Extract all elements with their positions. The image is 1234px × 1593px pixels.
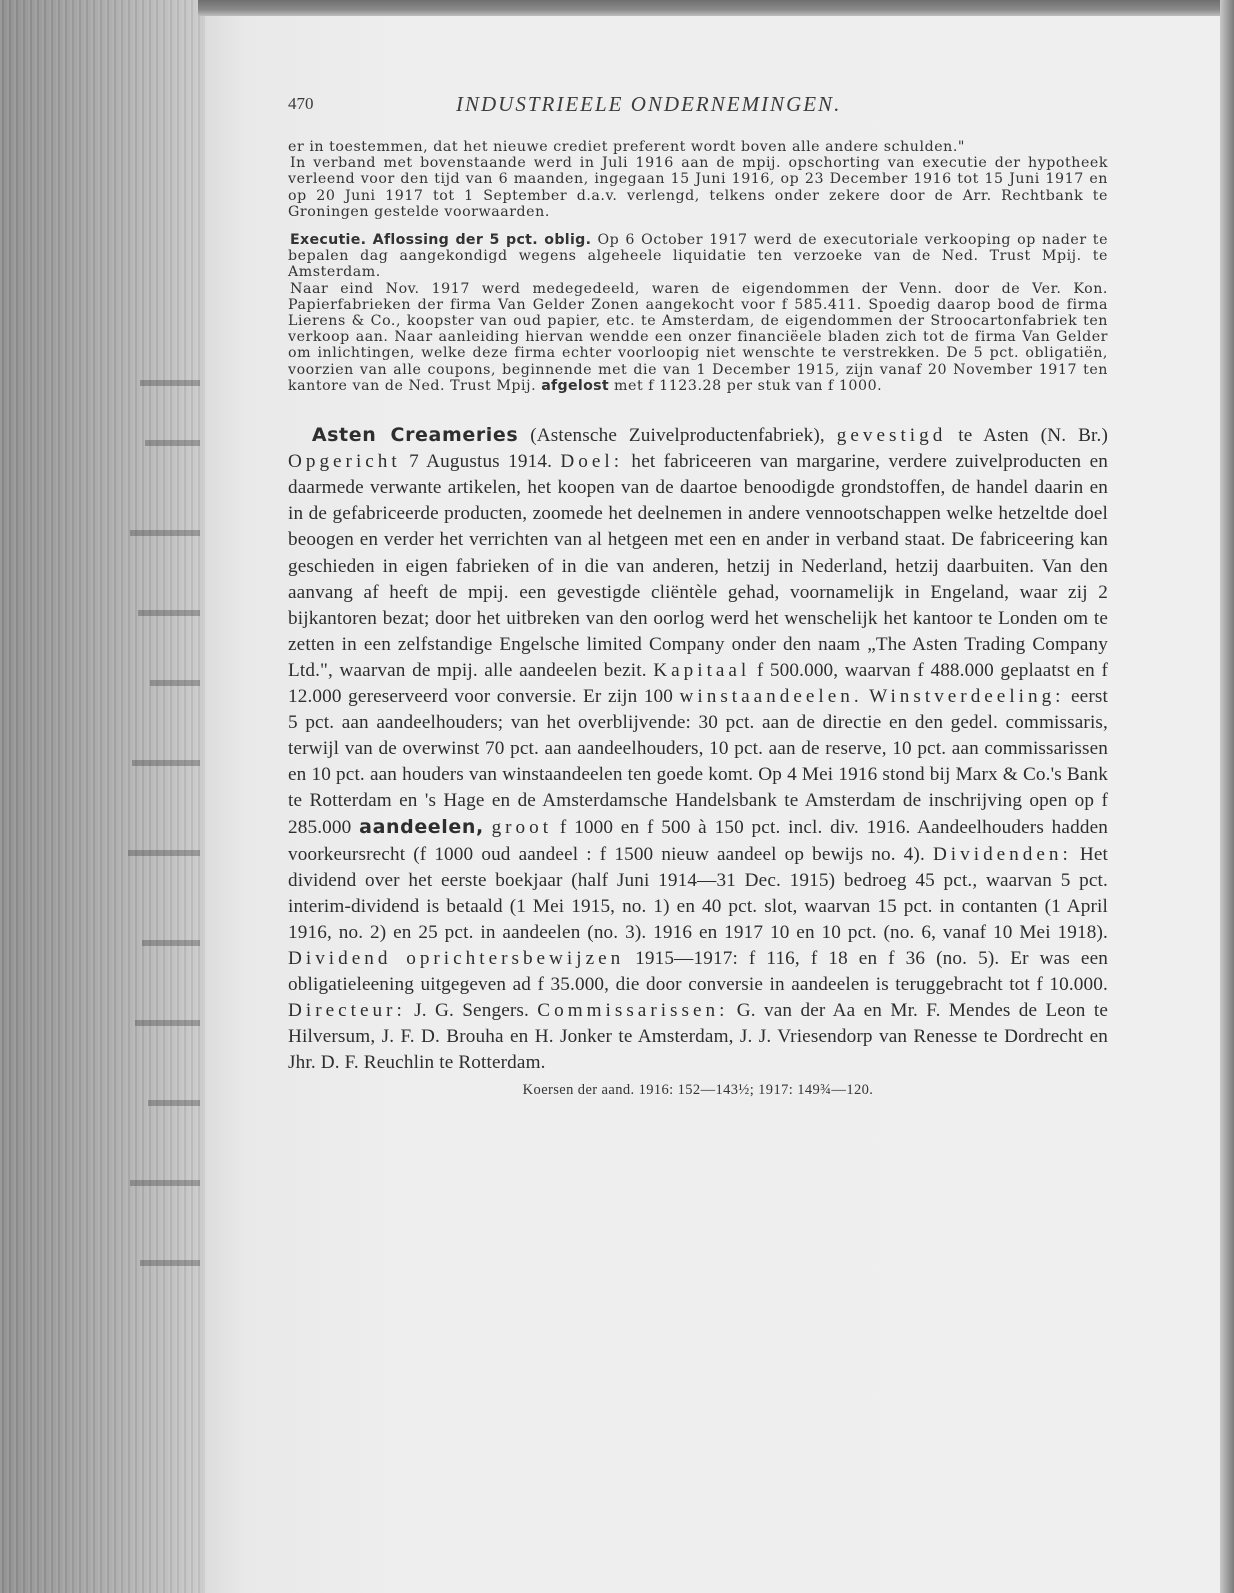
label-directeur: Directeur:: [288, 1000, 406, 1022]
label-dividend-oprichtersbewijzen: Dividend oprichtersbewijzen: [288, 947, 625, 969]
previous-entry: [288, 139, 1108, 394]
book-page-edges: [0, 0, 205, 1593]
share-quotes: Koersen der aand. 1916: 152—143½; 1917: 149¾—120.: [522, 1082, 874, 1099]
right-page-edge: [1220, 0, 1234, 1593]
company-entry: [288, 422, 1108, 1099]
page-top-shadow: [198, 0, 1234, 16]
label-winstverdeeling: Winstverdeeling:: [869, 685, 1065, 707]
bold-aandeelen: aandeelen,: [359, 816, 484, 839]
label-winstaandeelen: winstaandeelen.: [679, 685, 863, 707]
running-title: INDUSTRIEELE ONDERNEMINGEN.: [456, 92, 842, 116]
label-doel: Doel:: [560, 451, 624, 473]
entry-paragraph: Asten Creameries (Astensche Zuivelproductenfabriek), gevestigd te Asten (N. Br.) Opgericht 7 Augustus 1914. Doel: het fabriceeren van margarine, verdere zuivelproducten en daarmede verwante artikelen, het koopen van de daartoe benoodigde grondstoffen, de handel daarin en in de gefabriceerde producten, zoomede het deelnemen in andere vennootschappen welke hetzeltde doel beoogen en verder het verrichten van al hetgeen met een en ander in verband staat. De fabriceering kan geschieden in eigen fabrieken of in die van anderen, hetzij in Nederland, hetzij daarbuiten. Van den aanvang af heeft de mpij. een gevestigde cliëntèle gehad, voornamelijk in Engeland, waar zij 2 bijkantoren bezat; door het uitbreken van den oorlog werd het wenschelijk het kantoor te Londen om te zetten in een zelfstandige Engelsche limited Company onder den naam „The Asten Trading Company Ltd.", waarvan de mpij. alle aandeelen bezit. Kapitaal f 500.000, waarvan f 488.000 geplaatst en f 12.000 gereserveerd voor conversie. Er zijn 100 winstaandeelen. Winstverdeeling: eerst 5 pct. aan aandeelhouders; van het overblijvende: 30 pct. aan de directie en den gedel. commissaris, terwijl van de overwinst 70 pct. aan aandeelhouders, 10 pct. aan de reserve, 10 pct. aan commissarissen en 10 pct. aan houders van winstaandeelen ten goede komt. Op 4 Mei 1916 stond bij Marx & Co.'s Bank te Rotterdam en 's Hage en de Amsterdamsche Handelsbank te Amsterdam de inschrijving open op f 285.000 aandeelen, groot f 1000 en f 500 à 150 pct. incl. div. 1916. Aandeelhouders hadden voorkeursrecht (f 1000 oud aandeel : f 1500 nieuw aandeel op bewijs no. 4). Dividenden: Het dividend over het eerste boekjaar (half Juni 1914—31 Dec. 1915) bedroeg 45 pct., waarvan 5 pct. interim-dividend is betaald (1 Mei 1915, no. 1) en 40 pct. slot, waarvan 15 pct. in contanten (1 April 1916, no. 2) en 25 pct. in aandeelen (no. 3). 1916 en 1917 10 en 10 pct. (no. 6, vanaf 10 Mei 1918). Dividend oprichtersbewijzen 1915—1917: f 116, f 18 en f 36 (no. 5). Er was een obligatieleening uitgegeven ad f 35.000, die door conversie in aandeelen is teruggebracht tot f 10.000. Directeur: J. G. Sengers. Commissarissen: G. van der Aa en Mr. F. Mendes de Leon te Hilversum, J. F. D. Brouha en H. Jonker te Amsterdam, J. J. Vriesendorp van Renesse te Dordrecht en Jhr. D. F. Reuchlin te Rotterdam.: [288, 424, 1108, 1074]
paragraph: er in toestemmen, dat het nieuwe crediet preferent wordt boven alle andere schulden.": [288, 139, 965, 155]
thumb-index-marks: [120, 380, 200, 1380]
label-opgericht: Opgericht: [288, 451, 401, 473]
company-name: Asten Creameries: [311, 424, 519, 447]
page-number: 470: [288, 94, 314, 113]
paragraph: In verband met bovenstaande werd in Juli 1916 aan de mpij. opschorting van executie der hypotheek verleend voor den tijd van 6 maanden, ingegaan 15 Juni 1916, op 23 December 1916 tot 15 Juni 1917 en op 20 Juni 1917 tot 1 September d.a.v. verlengd, telkens onder zekere door de Arr. Rechtbank te Groningen gestelde voorwaarden.: [288, 155, 1108, 220]
label-commissarissen: Commissarissen:: [537, 1000, 729, 1022]
label-groot: groot: [491, 817, 553, 839]
label-dividenden: Dividenden:: [932, 843, 1072, 865]
running-head: [288, 90, 1108, 120]
section-heading: Executie. Aflossing der 5 pct. oblig.: [290, 232, 592, 249]
page-content: [288, 90, 1108, 1099]
label-kapitaal: Kapitaal: [653, 659, 751, 681]
bold-term: afgelost: [541, 377, 609, 394]
paragraph-execution: Executie. Aflossing der 5 pct. oblig. Op 6 October 1917 werd de executoriale verkooping op nader te bepalen dag aangekondigd wegens algeheele liquidatie ten verzoeke van de Ned. Trust Mpij. te Amsterdam.: [288, 232, 1109, 281]
paragraph: Naar eind Nov. 1917 werd medegedeeld, waren de eigendommen der Venn. door de Ver. Kon. Papierfabrieken der firma Van Gelder Zonen aangekocht voor f 585.411. Spoedig daarop bood de firma Lierens & Co., koopster van oud papier, etc. te Amsterdam, de eigendommen der Stroocartonfabriek ten verkoop aan. Naar aanleiding hiervan wendde een onzer financiëele bladen zich tot de firma Van Gelder om inlichtingen, welke deze firma echter voorloopig niet wenschte te verstrekken. De 5 pct. obligatiën, voorzien van alle coupons, beginnende met die van 1 December 1915, zijn vanaf 20 November 1917 ten kantore van de Ned. Trust Mpij. afgelost met f 1123.28 per stuk van f 1000.: [288, 280, 1108, 394]
label-gevestigd: gevestigd: [836, 425, 947, 447]
